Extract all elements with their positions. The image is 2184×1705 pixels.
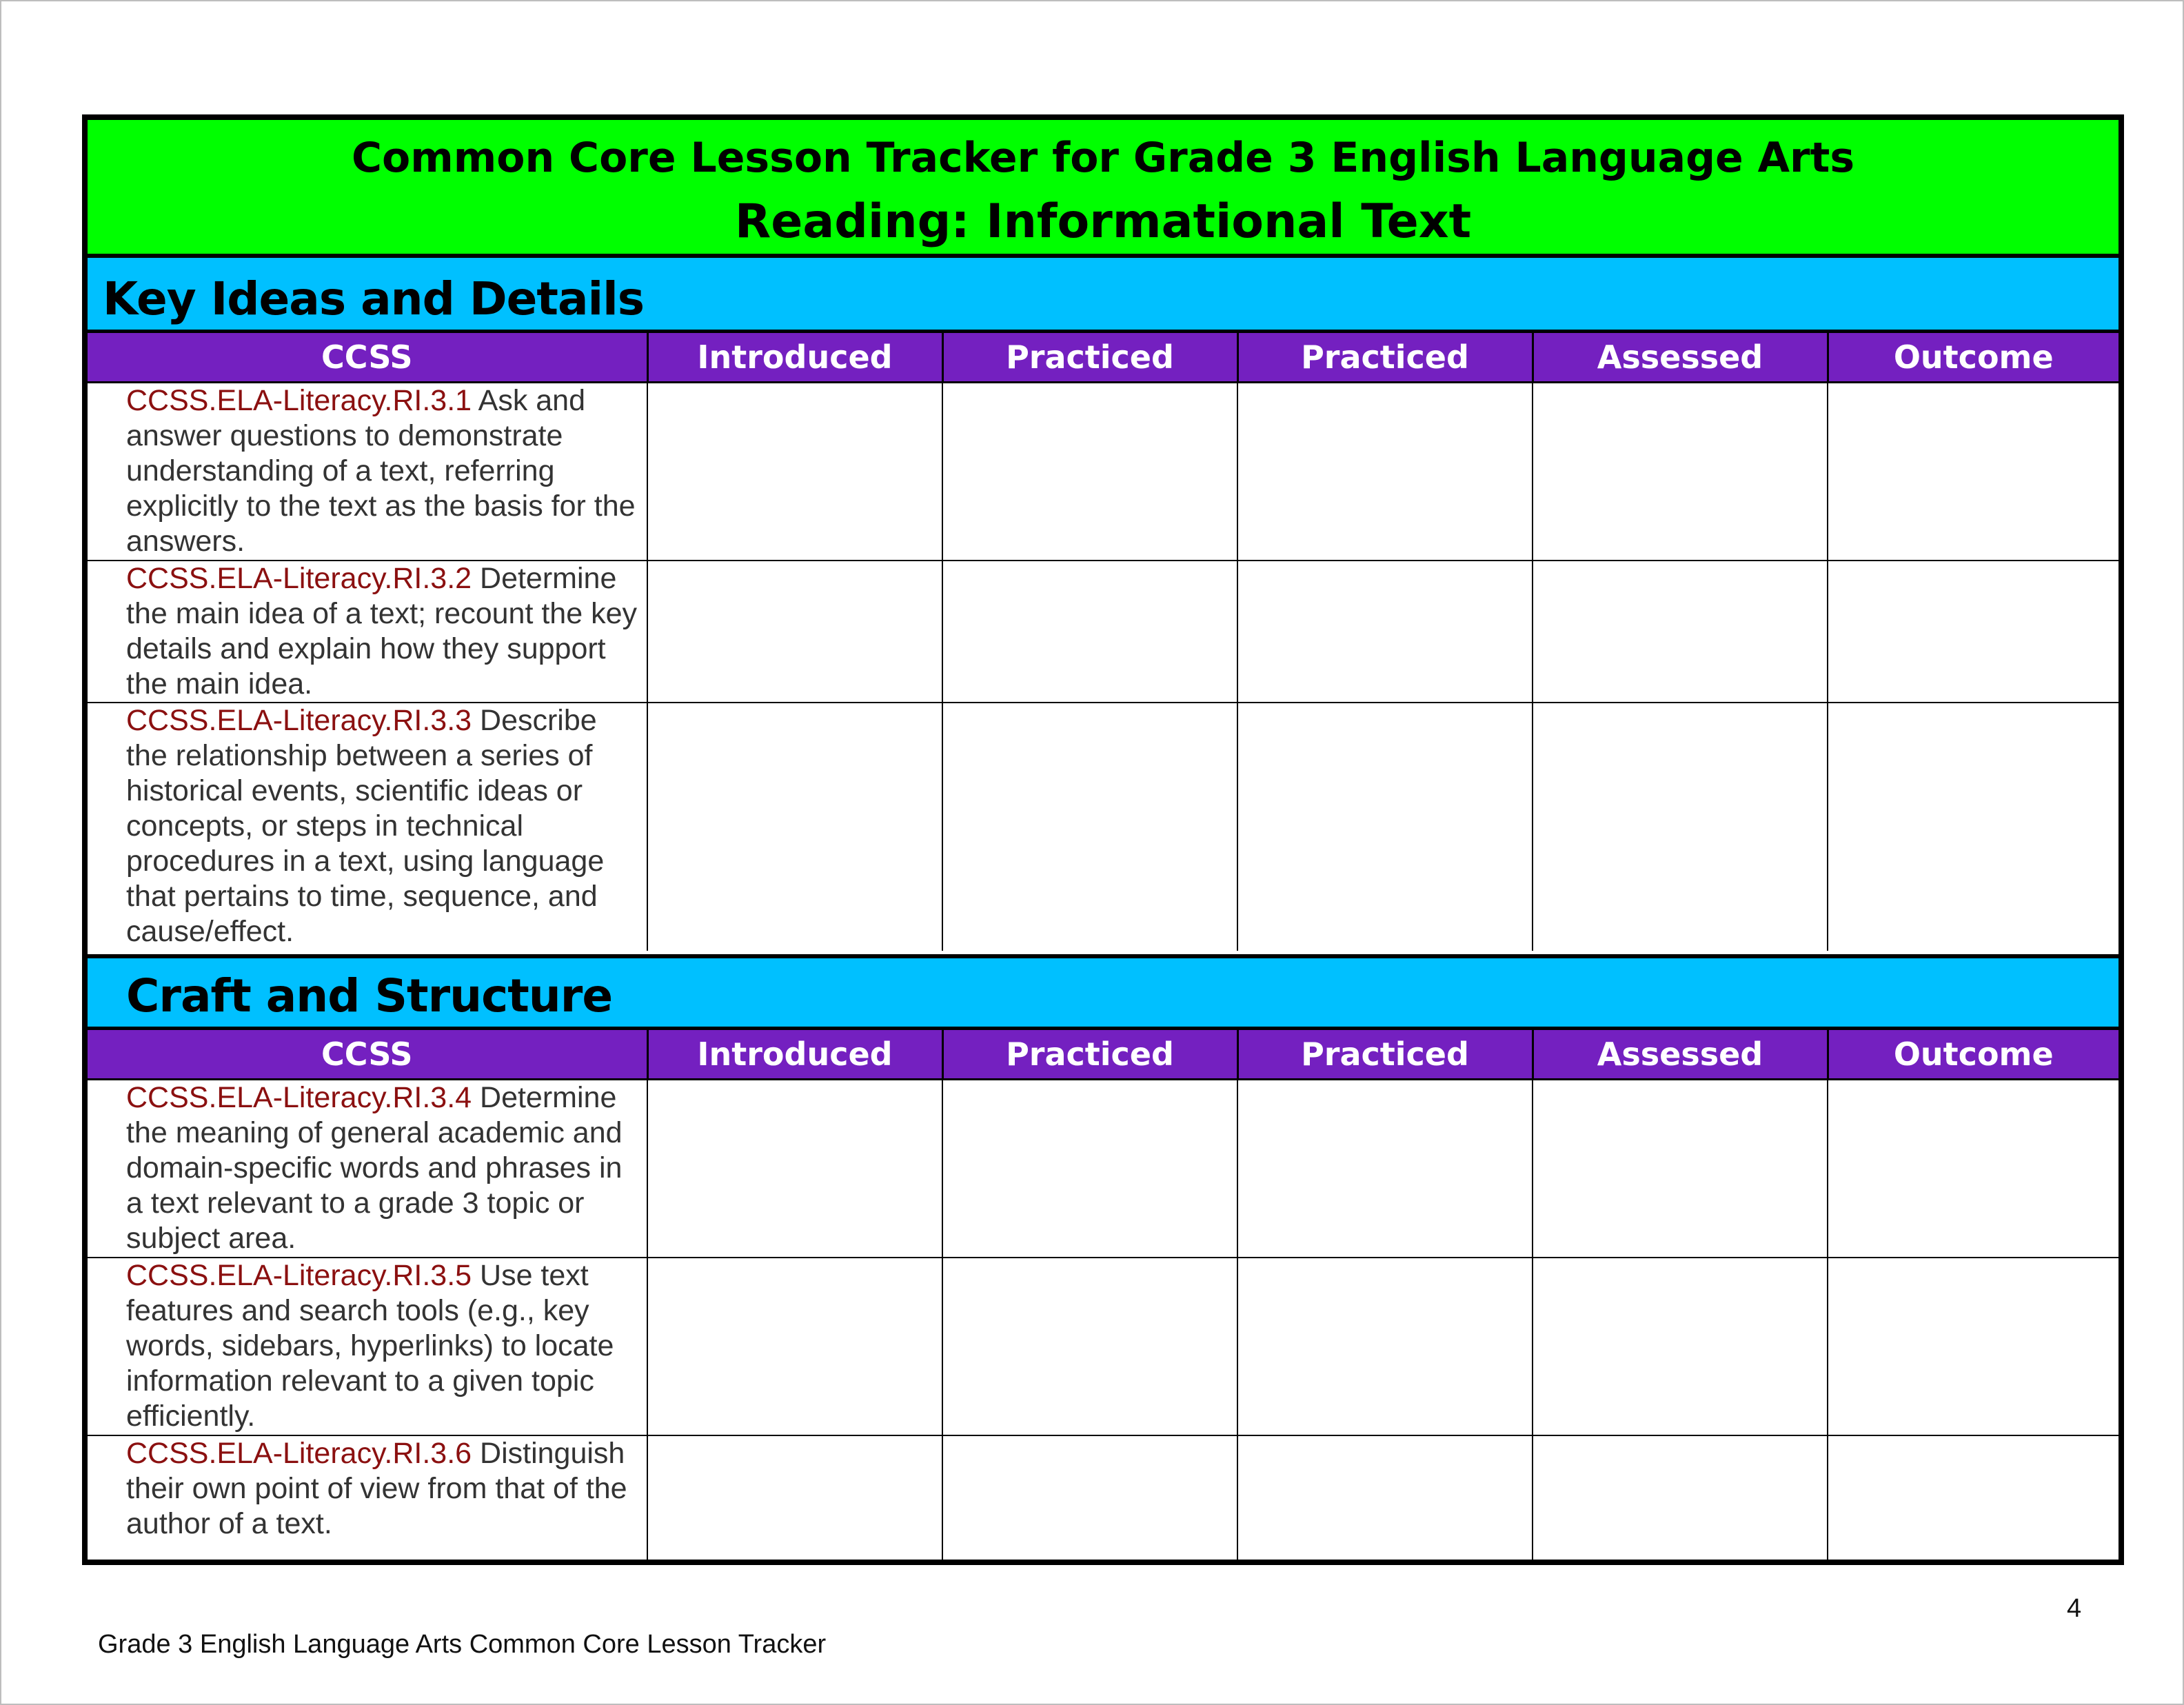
- standard-code: CCSS.ELA-Literacy.RI.3.1: [126, 384, 472, 417]
- column-header-row: [88, 1030, 2119, 1080]
- column-header-outcome: Outcome: [1828, 333, 2119, 383]
- standard-text: Determine the main idea of a text; recount the key details and explain how they support the main idea.: [126, 561, 637, 700]
- column-header-row: [88, 333, 2119, 383]
- introduced-cell[interactable]: [647, 1258, 942, 1435]
- assessed-cell[interactable]: [1533, 383, 1828, 561]
- outcome-cell[interactable]: [1828, 561, 2119, 703]
- title-banner: [88, 120, 2119, 258]
- standard-code: CCSS.ELA-Literacy.RI.3.4: [126, 1081, 472, 1114]
- introduced-cell[interactable]: [647, 703, 942, 951]
- outcome-cell[interactable]: [1828, 1080, 2119, 1258]
- standard-cell: [88, 1080, 647, 1258]
- introduced-cell[interactable]: [647, 1080, 942, 1258]
- practiced-cell-2[interactable]: [1237, 703, 1533, 951]
- practiced-cell[interactable]: [942, 1080, 1237, 1258]
- page-footer: Grade 3 English Language Arts Common Core Lesson Tracker: [98, 1630, 827, 1659]
- tracker-subtitle: Reading: Informational Text: [734, 194, 1472, 249]
- column-header-practiced: Practiced: [942, 1030, 1237, 1080]
- assessed-cell[interactable]: [1533, 561, 1828, 703]
- assessed-cell[interactable]: [1533, 703, 1828, 951]
- column-header-outcome: Outcome: [1828, 1030, 2119, 1080]
- table-row: [88, 1080, 2119, 1258]
- table-row: [88, 1258, 2119, 1435]
- table-row: [88, 1435, 2119, 1560]
- outcome-cell[interactable]: [1828, 703, 2119, 951]
- column-header-assessed: Assessed: [1533, 333, 1828, 383]
- introduced-cell[interactable]: [647, 383, 942, 561]
- practiced-cell[interactable]: [942, 1435, 1237, 1560]
- section-heading-key-ideas: [88, 258, 2119, 333]
- assessed-cell[interactable]: [1533, 1435, 1828, 1560]
- table-row: [88, 703, 2119, 951]
- standard-cell: [88, 703, 647, 951]
- column-header-introduced: Introduced: [647, 333, 942, 383]
- column-header-practiced-2: Practiced: [1237, 333, 1533, 383]
- standard-code: CCSS.ELA-Literacy.RI.3.5: [126, 1258, 472, 1292]
- practiced-cell-2[interactable]: [1237, 1435, 1533, 1560]
- practiced-cell[interactable]: [942, 1258, 1237, 1435]
- standard-code: CCSS.ELA-Literacy.RI.3.3: [126, 703, 472, 737]
- section-heading-craft-structure: [88, 954, 2119, 1030]
- outcome-cell[interactable]: [1828, 383, 2119, 561]
- standard-code: CCSS.ELA-Literacy.RI.3.6: [126, 1436, 472, 1470]
- standard-text: Ask and answer questions to demonstrate understanding of a text, referring explicitly to the text as the basis for the answers.: [126, 384, 636, 558]
- column-header-practiced: Practiced: [942, 333, 1237, 383]
- section-table-key-ideas: [88, 333, 2119, 951]
- standard-text: Distinguish their own point of view from that of the author of a text.: [126, 1436, 627, 1540]
- practiced-cell[interactable]: [942, 383, 1237, 561]
- lesson-tracker-table: [82, 114, 2124, 1565]
- section-heading-text: Craft and Structure: [126, 969, 613, 1022]
- standard-text: Use text features and search tools (e.g., key words, sidebars, hyperlinks) to locate information relevant to a given topic efficiently.: [126, 1258, 614, 1433]
- standard-cell: [88, 561, 647, 703]
- practiced-cell-2[interactable]: [1237, 1258, 1533, 1435]
- outcome-cell[interactable]: [1828, 1435, 2119, 1560]
- standard-code: CCSS.ELA-Literacy.RI.3.2: [126, 561, 472, 595]
- standard-cell: [88, 1435, 647, 1560]
- practiced-cell[interactable]: [942, 561, 1237, 703]
- outcome-cell[interactable]: [1828, 1258, 2119, 1435]
- section-heading-text: Key Ideas and Details: [103, 272, 645, 325]
- column-header-introduced: Introduced: [647, 1030, 942, 1080]
- column-header-practiced-2: Practiced: [1237, 1030, 1533, 1080]
- section-table-craft-structure: [88, 1030, 2119, 1560]
- standard-cell: [88, 383, 647, 561]
- page-number: 4: [2067, 1594, 2082, 1623]
- introduced-cell[interactable]: [647, 1435, 942, 1560]
- table-row: [88, 383, 2119, 561]
- assessed-cell[interactable]: [1533, 1080, 1828, 1258]
- standard-text: Determine the meaning of general academic and domain-specific words and phrases in a text relevant to a grade 3 topic or subject area.: [126, 1081, 623, 1255]
- practiced-cell[interactable]: [942, 703, 1237, 951]
- practiced-cell-2[interactable]: [1237, 561, 1533, 703]
- practiced-cell-2[interactable]: [1237, 383, 1533, 561]
- standard-text: Describe the relationship between a series of historical events, scientific ideas or concepts, or steps in technical procedures in a text, using language that pertains to time, sequence, and cause/effect.: [126, 703, 605, 948]
- introduced-cell[interactable]: [647, 561, 942, 703]
- standard-cell: [88, 1258, 647, 1435]
- practiced-cell-2[interactable]: [1237, 1080, 1533, 1258]
- assessed-cell[interactable]: [1533, 1258, 1828, 1435]
- column-header-ccss: CCSS: [88, 333, 647, 383]
- column-header-ccss: CCSS: [88, 1030, 647, 1080]
- table-row: [88, 561, 2119, 703]
- tracker-title: Common Core Lesson Tracker for Grade 3 English Language Arts: [351, 134, 1855, 182]
- column-header-assessed: Assessed: [1533, 1030, 1828, 1080]
